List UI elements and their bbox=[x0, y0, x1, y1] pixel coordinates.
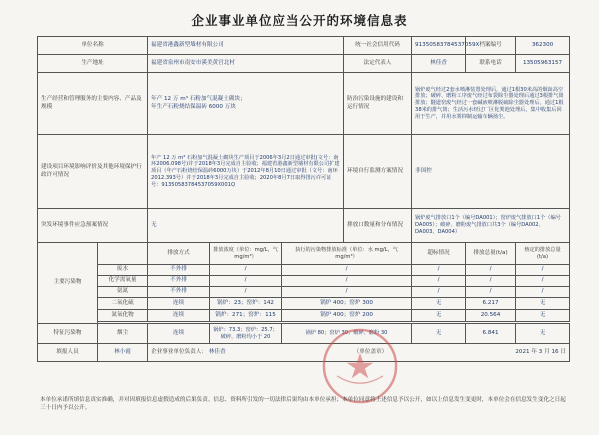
pollutant-approved: / bbox=[516, 265, 570, 276]
address-label: 生产地址 bbox=[38, 55, 148, 73]
pollutant-name: 氨氮 bbox=[98, 287, 148, 298]
row-eia bbox=[38, 135, 570, 209]
pollutant-name: 化学需氧量 bbox=[98, 276, 148, 287]
pollutant-exceed: / bbox=[412, 287, 466, 298]
number-label: 档案编号 bbox=[466, 37, 516, 55]
pollutant-method: 连续 bbox=[148, 310, 210, 322]
row-address bbox=[38, 55, 570, 73]
phone-value: 13505963157 bbox=[516, 55, 570, 73]
table-row bbox=[38, 298, 570, 310]
document-title: 企业事业单位应当公开的环境信息表 bbox=[191, 13, 408, 28]
row-unit bbox=[38, 37, 570, 55]
emergency-value: 无 bbox=[148, 209, 344, 243]
date-block bbox=[515, 349, 566, 356]
eia-value: 年产 12 万 m³ 石粉加气混凝土砌块生产项目于2006年3月2日通过审批(文号：南环2006.098号)并于2018年3月完成自主验收；福建省港鑫新型墙材有限公司扩建项目（年产石粉烧结保温砖6000万块）于2012年8月10日通过审批（文号：南环2012.393号）并于2018年3月完成自主验收；2020年8月7日取得排污许可证号：91350583784537059X001Q bbox=[148, 135, 344, 209]
monitoring-label: 环境自行监测方案情况 bbox=[344, 135, 412, 209]
address-value: 福建省泉州市南安市溪美黄宫北村 bbox=[148, 55, 344, 73]
pollutant-concentration: / bbox=[210, 276, 282, 287]
pollutant-concentration: 锅炉：23；窑炉：142 bbox=[210, 298, 282, 310]
date-month-unit: 月 bbox=[544, 348, 550, 355]
table-row bbox=[38, 287, 570, 298]
business-value-line-1: 年产 12 万 m³ 石粉加气混凝土砌块； bbox=[151, 96, 246, 103]
date-year: 2021 bbox=[515, 348, 530, 355]
pollutant-exceed: 无 bbox=[412, 310, 466, 322]
pollutant-total: / bbox=[466, 276, 516, 287]
pollutant-standard: / bbox=[282, 265, 412, 276]
pollutant-total: / bbox=[466, 287, 516, 298]
pollutant-total: 6.217 bbox=[466, 298, 516, 310]
pollutant-approved: / bbox=[516, 276, 570, 287]
pollutant-total: / bbox=[466, 265, 516, 276]
special-pollutant-section-label: 特征污染物 bbox=[38, 324, 98, 344]
business-value bbox=[148, 73, 344, 135]
pollutant-standard: 锅炉 400；窑炉 300 bbox=[282, 298, 412, 310]
header-approved: 核定的排放总量(t/a) bbox=[516, 243, 570, 265]
phone-label: 联系电话 bbox=[466, 55, 516, 73]
pollutant-concentration: 锅炉：73.3；窑炉：25.7；破碎、磨粉均小于 20 bbox=[210, 324, 282, 344]
facility-label: 防治污染设施的建设和运行情况 bbox=[344, 73, 412, 135]
monitoring-value: 非国控 bbox=[412, 135, 570, 209]
pollutant-name-header bbox=[98, 243, 148, 265]
row-business bbox=[38, 73, 570, 135]
header-total: 排放总量(t/a) bbox=[466, 243, 516, 265]
outlets-label: 排放口数量和分布情况 bbox=[344, 209, 412, 243]
pollutant-total: 20.564 bbox=[466, 310, 516, 322]
pollutant-name: 二氧化硫 bbox=[98, 298, 148, 310]
main-pollutant-section-label: 主要污染物 bbox=[38, 243, 98, 324]
table-row bbox=[38, 276, 570, 287]
pollutant-concentration: / bbox=[210, 265, 282, 276]
legal-rep-value: 林佳香 bbox=[412, 55, 466, 73]
company-seal-icon bbox=[319, 325, 401, 407]
pollutant-approved: 无 bbox=[516, 324, 570, 344]
pollutant-method: 连续 bbox=[148, 298, 210, 310]
manager-label: 企业事业单位负责人： bbox=[151, 348, 207, 355]
eia-label: 建设项目环境影响评价及其他环境保护行政许可情况 bbox=[38, 135, 148, 209]
number-value: 362300 bbox=[516, 37, 570, 55]
pollutant-standard: / bbox=[282, 287, 412, 298]
seal-star bbox=[347, 353, 373, 378]
pollutant-name: 废水 bbox=[98, 265, 148, 276]
pollutant-standard: 锅炉 400；窑炉 200 bbox=[282, 310, 412, 322]
header-standard: 执行的污染物排放标准（单位：水 mg/L，气 mg/m³） bbox=[282, 243, 412, 265]
filler-value: 林小霞 bbox=[98, 344, 148, 362]
manager-block bbox=[151, 349, 226, 356]
pollutant-approved: 无 bbox=[516, 298, 570, 310]
emergency-label: 突发环境事件应急预案情况 bbox=[38, 209, 148, 243]
pollutant-exceed: 无 bbox=[412, 298, 466, 310]
pollutant-method: 不外排 bbox=[148, 265, 210, 276]
date-year-unit: 年 bbox=[531, 348, 537, 355]
pollutant-standard: 锅炉 80；窑炉 30；破碎、磨粉 30 bbox=[282, 324, 412, 344]
seal-arc bbox=[337, 376, 383, 383]
table-row bbox=[38, 265, 570, 276]
facility-value: 锅炉废气经过2套水喷淋装置处理后，通过1根30米高的烟囱高空排放；破碎、磨粉工序废气经过布袋除尘器处理后通过3根排气筒排放；隧道窑废气经过一套碱液喷淋脱硫除尘器处理后，通过1根38米的排气筒；生活污水经过厂区化粪池处理后，集中收集后回用于生产，并用水雾抑制运输车辆扬尘。 bbox=[412, 73, 570, 135]
row-emergency bbox=[38, 209, 570, 243]
pollutant-method: 不外排 bbox=[148, 276, 210, 287]
header-method: 排放方式 bbox=[148, 243, 210, 265]
table-row bbox=[38, 310, 570, 322]
special-pollutant-row bbox=[38, 324, 570, 344]
info-form-table bbox=[37, 36, 570, 362]
date-month: 3 bbox=[538, 348, 543, 355]
unit-name-label: 单位名称 bbox=[38, 37, 148, 55]
pollutant-exceed: / bbox=[412, 276, 466, 287]
filler-label: 填报人员 bbox=[38, 344, 98, 362]
pollutant-concentration: 锅炉：271；窑炉：115 bbox=[210, 310, 282, 322]
pollutant-header-row bbox=[38, 243, 570, 265]
pollutant-method: 连续 bbox=[148, 324, 210, 344]
pollutant-concentration: / bbox=[210, 287, 282, 298]
credit-code-label: 统一社会信用代码 bbox=[344, 37, 412, 55]
credit-code-value: 91350583784537059X bbox=[412, 37, 466, 55]
pollutant-name: 烟尘 bbox=[98, 324, 148, 344]
manager-value: 林佳香 bbox=[208, 348, 226, 355]
sign-row bbox=[38, 344, 570, 362]
pollutant-exceed: 无 bbox=[412, 324, 466, 344]
unit-name-value: 福建省港鑫新型墙材有限公司 bbox=[148, 37, 344, 55]
pollutant-method: 不外排 bbox=[148, 287, 210, 298]
outlets-value: 锅炉废气排放口1个（编号DA001）；窑炉废气排放口1个（编号DA005）；破碎、磨粉废气排放口共3个（编号DA002、DA003、DA004） bbox=[412, 209, 570, 243]
date-day-unit: 日 bbox=[560, 348, 567, 355]
legal-rep-label: 法定代表人 bbox=[344, 55, 412, 73]
pollutant-approved: 无 bbox=[516, 310, 570, 322]
business-label: 生产经营和管理服务的主要内容、产品及规模 bbox=[38, 73, 148, 135]
date-day: 16 bbox=[551, 348, 559, 355]
pollutant-approved: / bbox=[516, 287, 570, 298]
pollutant-name: 氮氧化物 bbox=[98, 310, 148, 322]
pollutant-exceed: / bbox=[412, 265, 466, 276]
stamp-label: （单位盖章） bbox=[353, 348, 388, 355]
pollutant-total: 6.841 bbox=[466, 324, 516, 344]
header-concentration: 排放浓度（单位：mg/L，气 mg/m³） bbox=[210, 243, 282, 265]
header-exceed: 超标情况 bbox=[412, 243, 466, 265]
pollutant-standard: / bbox=[282, 276, 412, 287]
business-value-line-2: 年生产石粉烧结保温砖 6000 万块 bbox=[151, 103, 236, 110]
footer-note: 本单位承诺所填信息真实准确，并对因填报信息虚假造成的后果负责。信息、资料所引发的一切法律后果均由本单位承担；本单位同意将上述信息予以公开，如以上信息发生变更时，本单位会在信息发生变化之日起三十日内予以公开。 bbox=[40, 397, 566, 412]
